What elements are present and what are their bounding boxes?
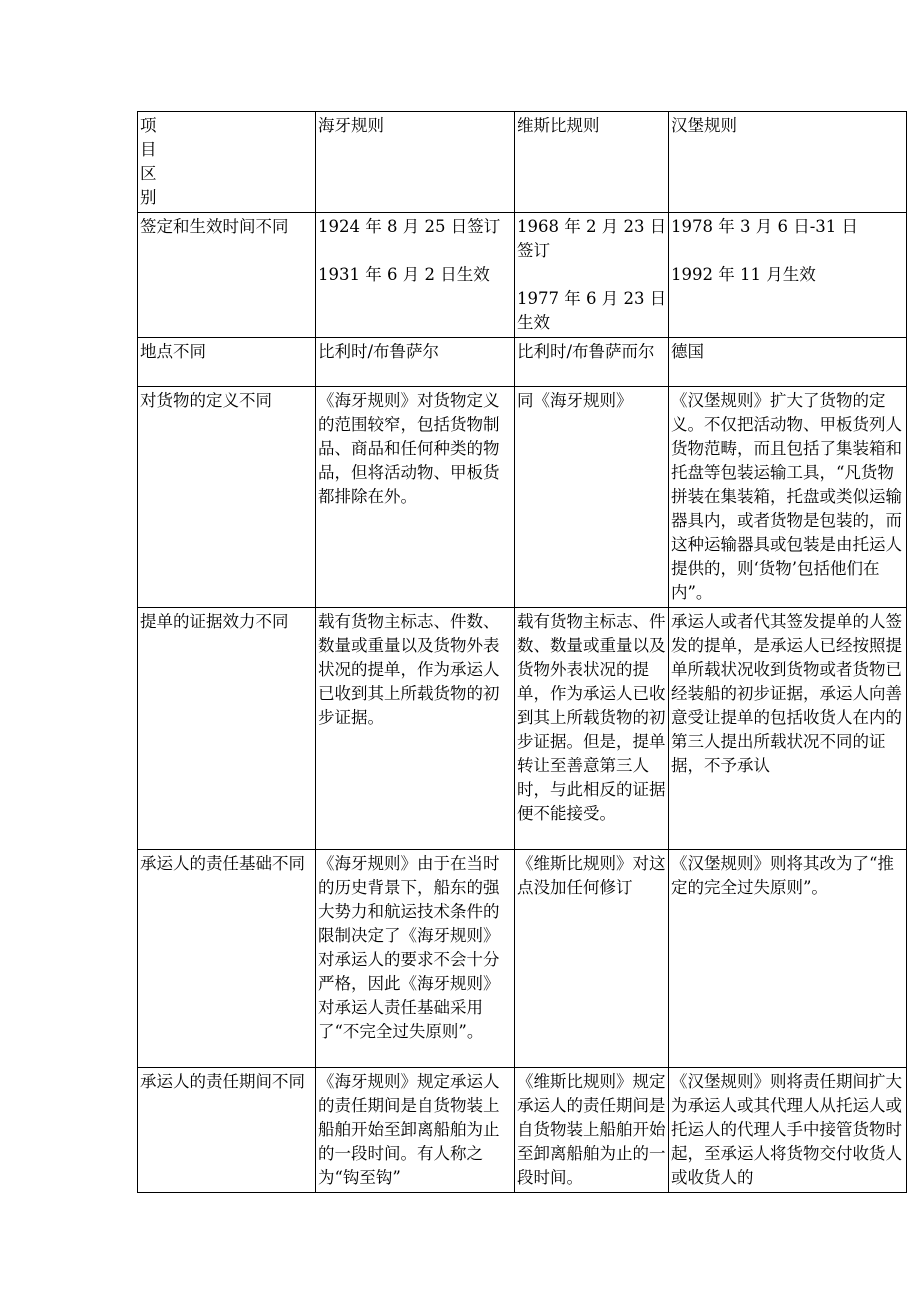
visby-cell: 《维斯比规则》对这点没加任何修订	[515, 850, 669, 1068]
table-row	[138, 850, 907, 1068]
hague-cell: 《海牙规则》规定承运人的责任期间是自货物装上船舶开始至卸离船舶为止的一段时间。有人称之为“钩至钩”	[316, 1068, 515, 1193]
hague-effect-date: 1931 年 6 月 2 日生效	[318, 265, 490, 284]
header-item-char: 项	[140, 116, 157, 135]
hamburg-cell: 《汉堡规则》则将责任期间扩大为承运人或其代理人从托运人或托运人的代理人手中接管货物时起，至承运人将货物交付收货人或收货人的	[669, 1068, 907, 1193]
row-label: 地点不同	[138, 338, 316, 387]
hamburg-cell: 承运人或者代其签发提单的人签发的提单，是承运人已经按照提单所载状况收到货物或者货物已经装船的初步证据，承运人向善意受让提单的包括收货人在内的第三人提出所载状况不同的证据，不予承认	[669, 608, 907, 850]
hague-cell: 比利时/布鲁萨尔	[316, 338, 515, 387]
row-label: 承运人的责任基础不同	[138, 850, 316, 1068]
hague-cell	[316, 213, 515, 338]
header-item-cell	[138, 112, 316, 213]
hamburg-effect-date: 1992 年 11 月生效	[671, 265, 816, 284]
hamburg-cell: 《汉堡规则》扩大了货物的定义。不仅把活动物、甲板货列人货物范畴，而且包括了集装箱和托盘等包装运输工具，“凡货物拼装在集装箱，托盘或类似运输器具内，或者货物是包装的，而这种运输器具或包装是由托运人提供的，则‘货物’包括他们在内”。	[669, 387, 907, 608]
hamburg-cell: 《汉堡规则》则将其改为了“推定的完全过失原则”。	[669, 850, 907, 1068]
hamburg-cell: 德国	[669, 338, 907, 387]
hamburg-sign-date: 1978 年 3 月 6 日-31 日	[671, 217, 859, 236]
row-label: 签定和生效时间不同	[138, 213, 316, 338]
row-label: 承运人的责任期间不同	[138, 1068, 316, 1193]
header-item-char: 别	[140, 188, 157, 207]
hague-cell: 《海牙规则》对货物定义的范围较窄，包括货物制品、商品和任何种类的物品，但将活动物、甲板货都排除在外。	[316, 387, 515, 608]
comparison-table	[137, 111, 907, 1193]
table-row	[138, 1068, 907, 1193]
visby-sign-date: 1968 年 2 月 23 日签订	[517, 217, 667, 260]
visby-cell: 比利时/布鲁萨而尔	[515, 338, 669, 387]
hamburg-cell	[669, 213, 907, 338]
table-header-row	[138, 112, 907, 213]
table-row	[138, 387, 907, 608]
table-row	[138, 338, 907, 387]
header-hamburg: 汉堡规则	[669, 112, 907, 213]
hague-cell: 《海牙规则》由于在当时的历史背景下，船东的强大势力和航运技术条件的限制决定了《海牙规则》对承运人的要求不会十分严格，因此《海牙规则》对承运人责任基础采用了“不完全过失原则”。	[316, 850, 515, 1068]
hague-cell: 载有货物主标志、件数、数量或重量以及货物外表状况的提单，作为承运人已收到其上所载货物的初步证据。	[316, 608, 515, 850]
visby-cell: 同《海牙规则》	[515, 387, 669, 608]
visby-cell: 《维斯比规则》规定承运人的责任期间是自货物装上船舶开始至卸离船舶为止的一段时间。	[515, 1068, 669, 1193]
header-visby: 维斯比规则	[515, 112, 669, 213]
header-item-char: 目	[140, 140, 157, 159]
table-row	[138, 213, 907, 338]
visby-effect-date: 1977 年 6 月 23 日生效	[517, 289, 667, 332]
row-label: 对货物的定义不同	[138, 387, 316, 608]
header-item-char: 区	[140, 164, 157, 183]
visby-cell	[515, 213, 669, 338]
hague-sign-date: 1924 年 8 月 25 日签订	[318, 217, 501, 236]
header-hague: 海牙规则	[316, 112, 515, 213]
row-label: 提单的证据效力不同	[138, 608, 316, 850]
table-row	[138, 608, 907, 850]
visby-cell: 载有货物主标志、件数、数量或重量以及货物外表状况的提单，作为承运人已收到其上所载货物的初步证据。但是，提单转让至善意第三人时，与此相反的证据便不能接受。	[515, 608, 669, 850]
